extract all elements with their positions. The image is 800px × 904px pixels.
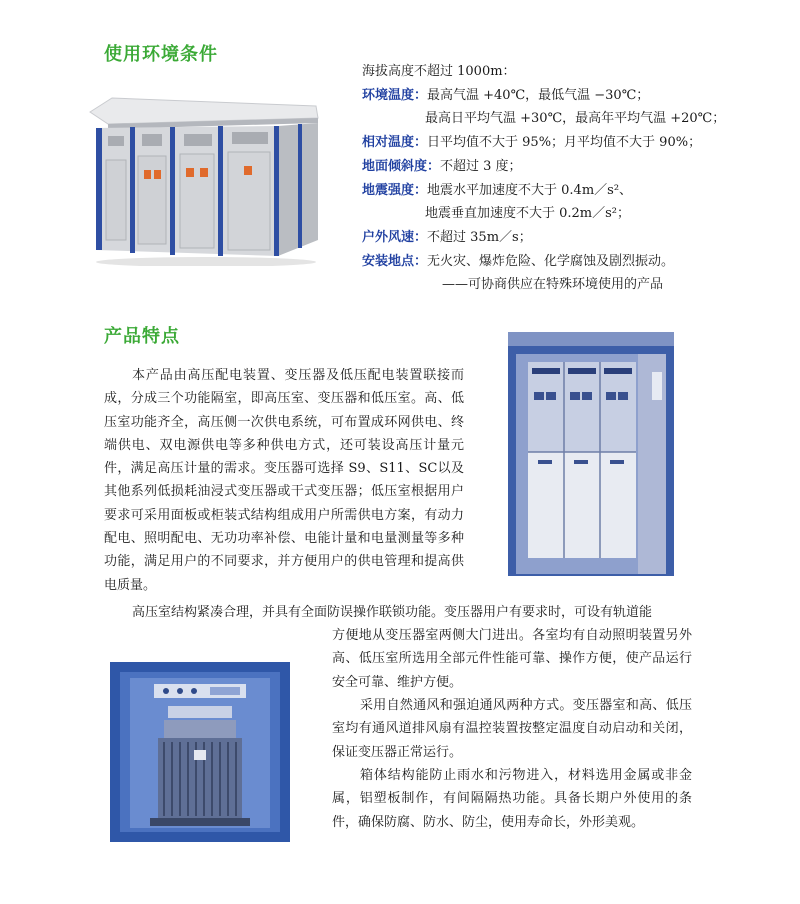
seismic-row-2: 地震垂直加速度不大于 0.2m／s²； (425, 206, 631, 222)
seismic-row: 地震强度：地震水平加速度不大于 0.4m／s²、 (362, 182, 633, 198)
features-paragraph-2-line-1: 高压室结构紧凑合理，并具有全面防误操作联锁功能。变压器用户有要求时，可设有轨道能 (132, 605, 653, 620)
transformer-room-image (110, 662, 290, 842)
section-title-environment: 使用环境条件 (104, 44, 218, 65)
altitude-row: 海拔高度不超过 1000m： (362, 64, 516, 79)
tilt-label: 地面倾斜度： (362, 158, 441, 174)
features-paragraph-3: 采用自然通风和强迫通风两种方式。变压器室和高、低压室均有通风道排风扇有温控装置按整定温度自动启动和关闭，保证变压器正常运行。 (332, 698, 692, 760)
features-paragraph-4: 箱体结构能防止雨水和污物进入，材料选用金属或非金属，铝塑板制作，有间隔隔热功能。具备长期户外使用的条件，确保防腐、防水、防尘，使用寿命长，外形美观。 (332, 768, 692, 830)
wind-row: 户外风速：不超过 35m／s； (362, 229, 532, 245)
special-environment-note: ——可协商供应在特殊环境使用的产品 (442, 277, 664, 293)
substation-exterior-image (88, 90, 324, 266)
tilt-row: 地面倾斜度：不超过 3 度； (362, 158, 522, 174)
temperature-row-2: 最高日平均气温 +30℃，最高年平均气温 +20℃； (425, 111, 726, 127)
site-row: 安装地点：无火灾、爆炸危险、化学腐蚀及剧烈振动。 (362, 253, 675, 269)
environment-conditions (362, 60, 792, 297)
temperature-row: 环境温度：最高气温 +40℃，最低气温 −30℃； (362, 87, 650, 103)
features-paragraph-2: 方便地从变压器室两侧大门进出。各室均有自动照明装置另外高、低压室所选用全部元件性能可靠、操作方便，使产品运行安全可靠、维护方便。 (332, 628, 692, 690)
section-title-features: 产品特点 (104, 326, 180, 347)
humidity-label: 相对温度： (362, 135, 428, 151)
seismic-label: 地震强度： (362, 182, 428, 198)
site-label: 安装地点： (362, 253, 428, 269)
switchgear-panel-image (508, 332, 674, 576)
wind-label: 户外风速： (362, 229, 428, 245)
temperature-label: 环境温度： (362, 87, 428, 103)
humidity-row: 相对温度：日平均值不大于 95%；月平均值不大于 90%； (362, 135, 702, 151)
features-paragraph-1: 本产品由高压配电装置、变压器及低压配电装置联接而成，分成三个功能隔室，即高压室、变压器和低压室。高、低压室功能齐全，高压侧一次供电系统，可布置成环网供电、终端供电、双电源供电等多种供电方式，还可装设高压计量元件，满足高压计量的需求。变压器可选择 S9、S11、SC以及其他系列低损耗油浸式变压器或干式变压器；低压室根据用户要求可采用面板或柜装式结构组成用户所需供电方案，有动力配电、照明配电、无功功率补偿、电能计量和电量测量等多种功能，满足用户的不同要求，并方便用户的供电管理和提高供电质量。 (104, 368, 464, 593)
